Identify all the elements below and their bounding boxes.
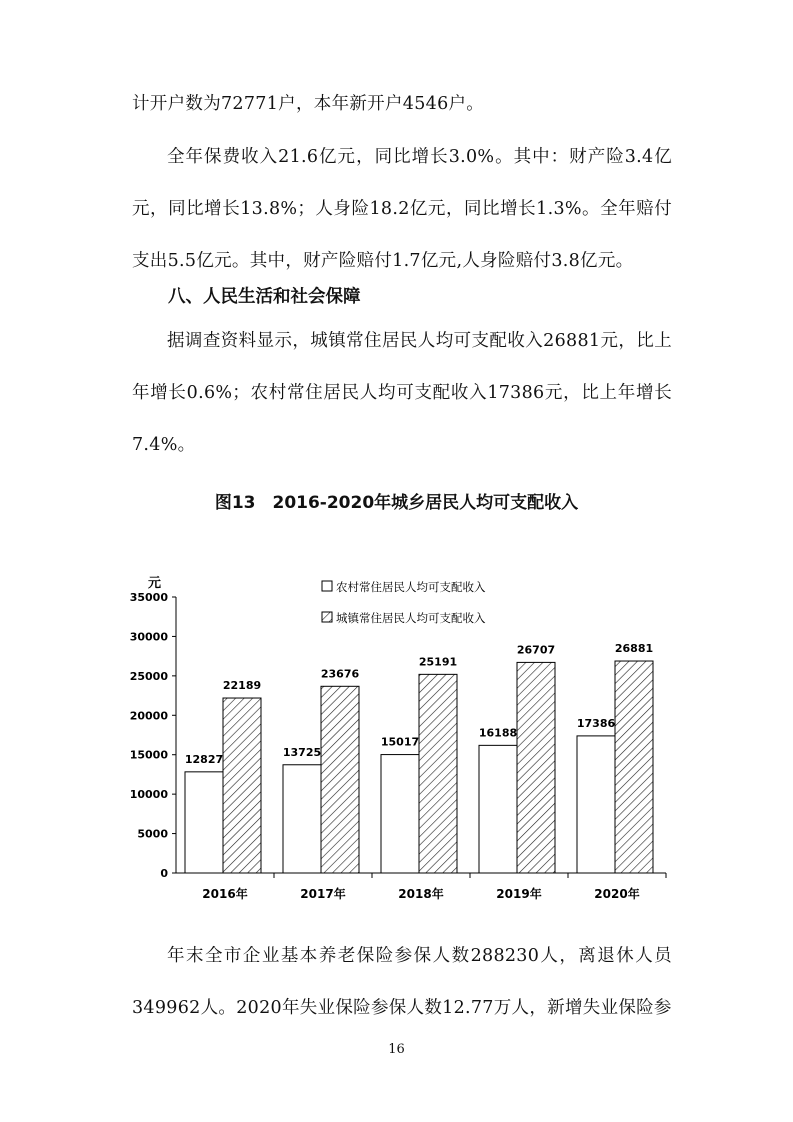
data-label-rural: 16188 — [478, 726, 518, 740]
x-tick-label: 2017年 — [300, 887, 346, 901]
page-number: 16 — [388, 1042, 405, 1057]
data-label-rural: 13725 — [282, 745, 322, 759]
bar-urban — [419, 674, 457, 873]
bar-rural — [283, 765, 321, 873]
y-tick-label: 20000 — [129, 709, 168, 723]
data-label-urban: 25191 — [418, 655, 458, 669]
bar-rural — [577, 736, 615, 873]
y-tick-label: 10000 — [129, 788, 168, 802]
data-label-urban: 23676 — [320, 667, 360, 681]
data-label-urban: 26707 — [516, 643, 556, 657]
section-heading: 八、人民生活和社会保障 — [168, 287, 361, 307]
data-label-rural: 15017 — [380, 735, 420, 749]
y-tick-label: 35000 — [129, 591, 168, 604]
legend-swatch-urban — [322, 612, 332, 622]
paragraph-pension: 年末全市企业基本养老保险参保人数288230人，离退休人员349962人。2020年失业保险参保人数12.77万人，新增失业保险参 — [132, 946, 672, 1018]
legend-label-urban: 城镇常住居民人均可支配收入 — [336, 611, 486, 625]
y-tick-label: 25000 — [129, 669, 168, 683]
x-tick-label: 2020年 — [594, 887, 640, 901]
x-tick-label: 2016年 — [202, 887, 248, 901]
y-tick-label: 30000 — [129, 630, 168, 644]
paragraph-account-count: 计开户数为72771户，本年新开户4546户。 — [132, 94, 485, 114]
x-tick-label: 2018年 — [398, 887, 444, 901]
legend-label-rural: 农村常住居民人均可支配收入 — [336, 580, 486, 594]
x-tick-label: 2019年 — [496, 887, 542, 901]
bar-urban — [321, 686, 359, 873]
bar-rural — [185, 772, 223, 873]
chart-title: 图13 2016-2020年城乡居民人均可支配收入 — [214, 493, 579, 513]
paragraph-insurance: 全年保费收入21.6亿元，同比增长3.0%。其中：财产险3.4亿元，同比增长13.8%；人身险18.2亿元，同比增长1.3%。全年赔付支出5.5亿元。其中，财产险赔付1.7亿元,人身险赔付3.8亿元。 — [132, 147, 672, 271]
y-tick-label: 5000 — [137, 827, 168, 841]
data-label-rural: 17386 — [576, 716, 616, 730]
bar-rural — [479, 745, 517, 873]
bar-rural — [381, 755, 419, 873]
y-tick-label: 0 — [160, 867, 168, 880]
bar-urban — [615, 661, 653, 873]
legend-swatch-rural — [322, 581, 332, 591]
bar-urban — [517, 662, 555, 873]
data-label-urban: 22189 — [222, 679, 262, 693]
y-axis-label: 元 — [148, 576, 162, 591]
paragraph-income: 据调查资料显示，城镇常住居民人均可支配收入26881元，比上年增长0.6%；农村常住居民人均可支配收入17386元，比上年增长7.4%。 — [132, 331, 672, 455]
data-label-rural: 12827 — [184, 752, 224, 766]
data-label-urban: 26881 — [614, 642, 654, 656]
y-tick-label: 15000 — [129, 748, 168, 762]
bar-urban — [223, 698, 261, 873]
